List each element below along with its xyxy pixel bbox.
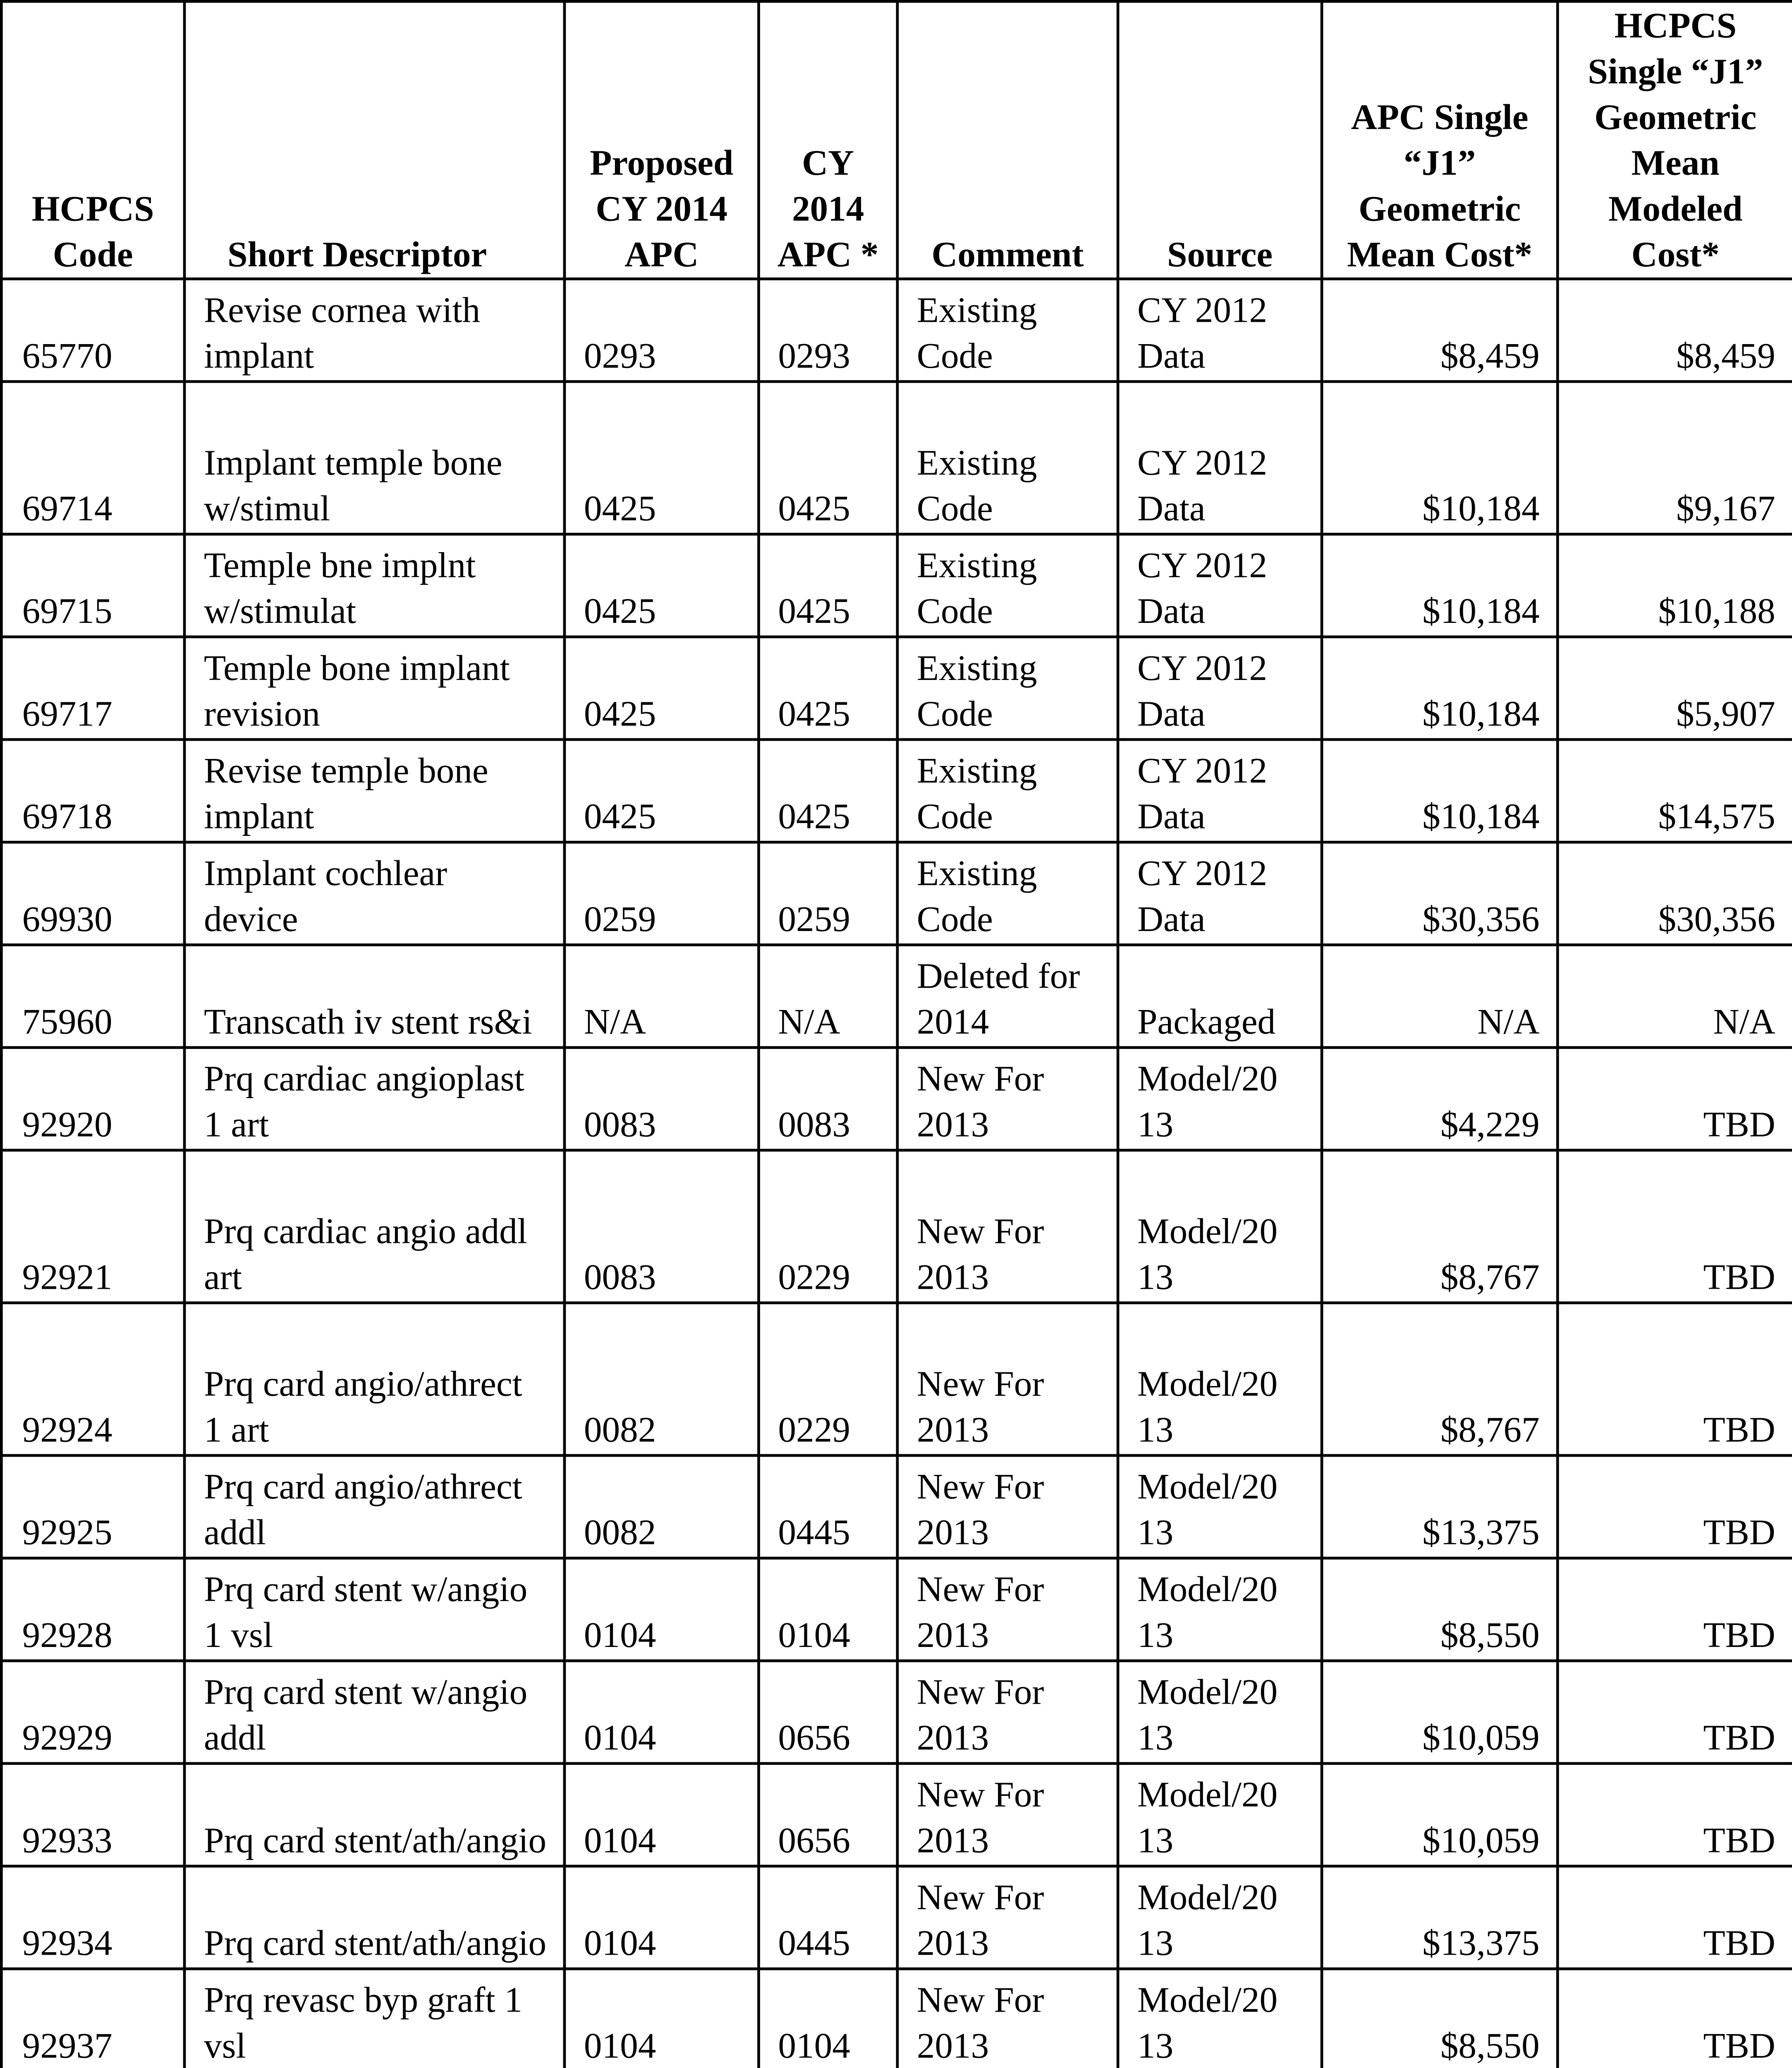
table-row bbox=[1, 1558, 1792, 1661]
cell-comment: New For 2013 bbox=[897, 1048, 1118, 1150]
cell-source: Model/20 13 bbox=[1118, 1969, 1322, 2068]
cell-apc-mean-cost: $13,375 bbox=[1322, 1866, 1558, 1969]
cell-hcpcs-modeled-cost: TBD bbox=[1558, 1661, 1792, 1763]
cell-cy2014-apc: 0445 bbox=[758, 1866, 897, 1969]
table-row bbox=[1, 1969, 1792, 2068]
cell-cy2014-apc: 0425 bbox=[758, 740, 897, 842]
cell-code: 92929 bbox=[1, 1661, 184, 1763]
cell-source: Model/20 13 bbox=[1118, 1303, 1322, 1455]
cell-proposed-apc: 0104 bbox=[565, 1969, 759, 2068]
cell-proposed-apc: N/A bbox=[565, 945, 759, 1047]
cell-hcpcs-modeled-cost: $14,575 bbox=[1558, 740, 1792, 842]
header-source: Source bbox=[1118, 1, 1322, 279]
cell-hcpcs-modeled-cost: TBD bbox=[1558, 1048, 1792, 1150]
table-row bbox=[1, 1866, 1792, 1969]
cell-cy2014-apc: 0445 bbox=[758, 1455, 897, 1558]
cell-code: 92925 bbox=[1, 1455, 184, 1558]
header-apc-geometric-mean-cost: APC Single “J1” Geometric Mean Cost* bbox=[1322, 1, 1558, 279]
cell-hcpcs-modeled-cost: N/A bbox=[1558, 945, 1792, 1047]
cell-short-descriptor: Prq cardiac angio addl art bbox=[184, 1150, 565, 1303]
cell-apc-mean-cost: $10,059 bbox=[1322, 1661, 1558, 1763]
table-row bbox=[1, 740, 1792, 842]
cell-code: 69930 bbox=[1, 842, 184, 945]
cell-source: Model/20 13 bbox=[1118, 1150, 1322, 1303]
cell-source: Model/20 13 bbox=[1118, 1764, 1322, 1866]
cell-source: CY 2012 Data bbox=[1118, 637, 1322, 740]
cell-proposed-apc: 0425 bbox=[565, 740, 759, 842]
cell-short-descriptor: Prq card stent/ath/angio bbox=[184, 1764, 565, 1866]
cell-apc-mean-cost: $8,767 bbox=[1322, 1303, 1558, 1455]
cell-cy2014-apc: 0425 bbox=[758, 637, 897, 740]
cell-code: 69715 bbox=[1, 534, 184, 637]
cell-source: CY 2012 Data bbox=[1118, 740, 1322, 842]
cell-proposed-apc: 0425 bbox=[565, 382, 759, 534]
table-body bbox=[1, 279, 1792, 2068]
cell-apc-mean-cost: $10,184 bbox=[1322, 637, 1558, 740]
cell-hcpcs-modeled-cost: $30,356 bbox=[1558, 842, 1792, 945]
cell-proposed-apc: 0083 bbox=[565, 1150, 759, 1303]
cell-comment: New For 2013 bbox=[897, 1969, 1118, 2068]
cell-code: 69718 bbox=[1, 740, 184, 842]
cell-code: 69714 bbox=[1, 382, 184, 534]
cell-source: CY 2012 Data bbox=[1118, 279, 1322, 381]
cell-short-descriptor: Prq card stent w/angio 1 vsl bbox=[184, 1558, 565, 1661]
cell-cy2014-apc: 0229 bbox=[758, 1150, 897, 1303]
cell-source: CY 2012 Data bbox=[1118, 382, 1322, 534]
cell-proposed-apc: 0425 bbox=[565, 534, 759, 637]
header-cy2014-apc: CY 2014 APC * bbox=[758, 1, 897, 279]
cell-hcpcs-modeled-cost: TBD bbox=[1558, 1764, 1792, 1866]
cell-short-descriptor: Prq cardiac angioplast 1 art bbox=[184, 1048, 565, 1150]
cell-cy2014-apc: 0083 bbox=[758, 1048, 897, 1150]
cell-cy2014-apc: 0656 bbox=[758, 1661, 897, 1763]
cell-cy2014-apc: 0104 bbox=[758, 1558, 897, 1661]
cell-comment: New For 2013 bbox=[897, 1764, 1118, 1866]
cell-proposed-apc: 0104 bbox=[565, 1866, 759, 1969]
cell-short-descriptor: Prq card angio/athrect addl bbox=[184, 1455, 565, 1558]
cell-cy2014-apc: 0104 bbox=[758, 1969, 897, 2068]
table-row bbox=[1, 279, 1792, 381]
cell-code: 92921 bbox=[1, 1150, 184, 1303]
header-short-descriptor: Short Descriptor bbox=[184, 1, 565, 279]
cell-hcpcs-modeled-cost: TBD bbox=[1558, 1969, 1792, 2068]
cell-comment: Existing Code bbox=[897, 740, 1118, 842]
cell-short-descriptor: Temple bne implnt w/stimulat bbox=[184, 534, 565, 637]
cell-hcpcs-modeled-cost: $9,167 bbox=[1558, 382, 1792, 534]
cell-comment: New For 2013 bbox=[897, 1455, 1118, 1558]
cell-proposed-apc: 0259 bbox=[565, 842, 759, 945]
cell-code: 65770 bbox=[1, 279, 184, 381]
header-comment: Comment bbox=[897, 1, 1118, 279]
cell-comment: New For 2013 bbox=[897, 1661, 1118, 1763]
cell-code: 92928 bbox=[1, 1558, 184, 1661]
cell-comment: Existing Code bbox=[897, 637, 1118, 740]
cell-source: Model/20 13 bbox=[1118, 1661, 1322, 1763]
cell-hcpcs-modeled-cost: $10,188 bbox=[1558, 534, 1792, 637]
cell-apc-mean-cost: $8,459 bbox=[1322, 279, 1558, 381]
cell-apc-mean-cost: $10,059 bbox=[1322, 1764, 1558, 1866]
cell-short-descriptor: Prq card stent/ath/angio bbox=[184, 1866, 565, 1969]
cell-comment: New For 2013 bbox=[897, 1558, 1118, 1661]
cell-comment: Existing Code bbox=[897, 382, 1118, 534]
cell-short-descriptor: Revise temple bone implant bbox=[184, 740, 565, 842]
cell-apc-mean-cost: $8,550 bbox=[1322, 1558, 1558, 1661]
cell-code: 92924 bbox=[1, 1303, 184, 1455]
cell-cy2014-apc: 0229 bbox=[758, 1303, 897, 1455]
table-row bbox=[1, 1764, 1792, 1866]
cell-proposed-apc: 0104 bbox=[565, 1764, 759, 1866]
cell-comment: New For 2013 bbox=[897, 1866, 1118, 1969]
header-hcpcs-code: HCPCS Code bbox=[1, 1, 184, 279]
cell-code: 75960 bbox=[1, 945, 184, 1047]
cell-cy2014-apc: N/A bbox=[758, 945, 897, 1047]
cell-source: Packaged bbox=[1118, 945, 1322, 1047]
cell-short-descriptor: Prq card angio/athrect 1 art bbox=[184, 1303, 565, 1455]
cell-apc-mean-cost: $8,550 bbox=[1322, 1969, 1558, 2068]
cell-short-descriptor: Implant cochlear device bbox=[184, 842, 565, 945]
cell-short-descriptor: Transcath iv stent rs&i bbox=[184, 945, 565, 1047]
cell-proposed-apc: 0293 bbox=[565, 279, 759, 381]
table-row bbox=[1, 382, 1792, 534]
cell-source: Model/20 13 bbox=[1118, 1455, 1322, 1558]
cell-hcpcs-modeled-cost: TBD bbox=[1558, 1150, 1792, 1303]
cell-comment: Existing Code bbox=[897, 279, 1118, 381]
cell-hcpcs-modeled-cost: TBD bbox=[1558, 1455, 1792, 1558]
cell-comment: New For 2013 bbox=[897, 1303, 1118, 1455]
cell-cy2014-apc: 0425 bbox=[758, 534, 897, 637]
table-row bbox=[1, 1455, 1792, 1558]
cell-source: Model/20 13 bbox=[1118, 1558, 1322, 1661]
cell-source: Model/20 13 bbox=[1118, 1048, 1322, 1150]
table-row bbox=[1, 1048, 1792, 1150]
table-row bbox=[1, 1303, 1792, 1455]
cell-source: CY 2012 Data bbox=[1118, 534, 1322, 637]
header-hcpcs-modeled-cost: HCPCS Single “J1” Geometric Mean Modeled Cost* bbox=[1558, 1, 1792, 279]
cell-cy2014-apc: 0656 bbox=[758, 1764, 897, 1866]
cell-source: CY 2012 Data bbox=[1118, 842, 1322, 945]
cell-proposed-apc: 0104 bbox=[565, 1661, 759, 1763]
cell-apc-mean-cost: $10,184 bbox=[1322, 382, 1558, 534]
cell-proposed-apc: 0083 bbox=[565, 1048, 759, 1150]
cell-apc-mean-cost: $10,184 bbox=[1322, 740, 1558, 842]
cell-proposed-apc: 0082 bbox=[565, 1455, 759, 1558]
cell-cy2014-apc: 0293 bbox=[758, 279, 897, 381]
table-row bbox=[1, 945, 1792, 1047]
cell-hcpcs-modeled-cost: $5,907 bbox=[1558, 637, 1792, 740]
cell-proposed-apc: 0425 bbox=[565, 637, 759, 740]
cell-code: 92934 bbox=[1, 1866, 184, 1969]
header-row bbox=[1, 1, 1792, 279]
table-row bbox=[1, 534, 1792, 637]
table-row bbox=[1, 1150, 1792, 1303]
cell-code: 92933 bbox=[1, 1764, 184, 1866]
cell-short-descriptor: Prq card stent w/angio addl bbox=[184, 1661, 565, 1763]
cell-short-descriptor: Implant temple bone w/stimul bbox=[184, 382, 565, 534]
table-row bbox=[1, 1661, 1792, 1763]
cell-apc-mean-cost: $30,356 bbox=[1322, 842, 1558, 945]
cell-hcpcs-modeled-cost: TBD bbox=[1558, 1866, 1792, 1969]
header-proposed-apc: Proposed CY 2014 APC bbox=[565, 1, 759, 279]
cell-source: Model/20 13 bbox=[1118, 1866, 1322, 1969]
cell-cy2014-apc: 0259 bbox=[758, 842, 897, 945]
cell-apc-mean-cost: $13,375 bbox=[1322, 1455, 1558, 1558]
cell-short-descriptor: Prq revasc byp graft 1 vsl bbox=[184, 1969, 565, 2068]
cell-comment: Existing Code bbox=[897, 842, 1118, 945]
cell-short-descriptor: Revise cornea with implant bbox=[184, 279, 565, 381]
cell-code: 92920 bbox=[1, 1048, 184, 1150]
table-row bbox=[1, 637, 1792, 740]
cell-comment: Deleted for 2014 bbox=[897, 945, 1118, 1047]
cell-comment: Existing Code bbox=[897, 534, 1118, 637]
cell-code: 69717 bbox=[1, 637, 184, 740]
table-row bbox=[1, 842, 1792, 945]
cell-proposed-apc: 0082 bbox=[565, 1303, 759, 1455]
cell-comment: New For 2013 bbox=[897, 1150, 1118, 1303]
cell-hcpcs-modeled-cost: TBD bbox=[1558, 1558, 1792, 1661]
cell-hcpcs-modeled-cost: TBD bbox=[1558, 1303, 1792, 1455]
cell-apc-mean-cost: $10,184 bbox=[1322, 534, 1558, 637]
cell-apc-mean-cost: $8,767 bbox=[1322, 1150, 1558, 1303]
cell-cy2014-apc: 0425 bbox=[758, 382, 897, 534]
cell-short-descriptor: Temple bone implant revision bbox=[184, 637, 565, 740]
cell-code: 92937 bbox=[1, 1969, 184, 2068]
cell-hcpcs-modeled-cost: $8,459 bbox=[1558, 279, 1792, 381]
cell-apc-mean-cost: $4,229 bbox=[1322, 1048, 1558, 1150]
cell-apc-mean-cost: N/A bbox=[1322, 945, 1558, 1047]
cell-proposed-apc: 0104 bbox=[565, 1558, 759, 1661]
